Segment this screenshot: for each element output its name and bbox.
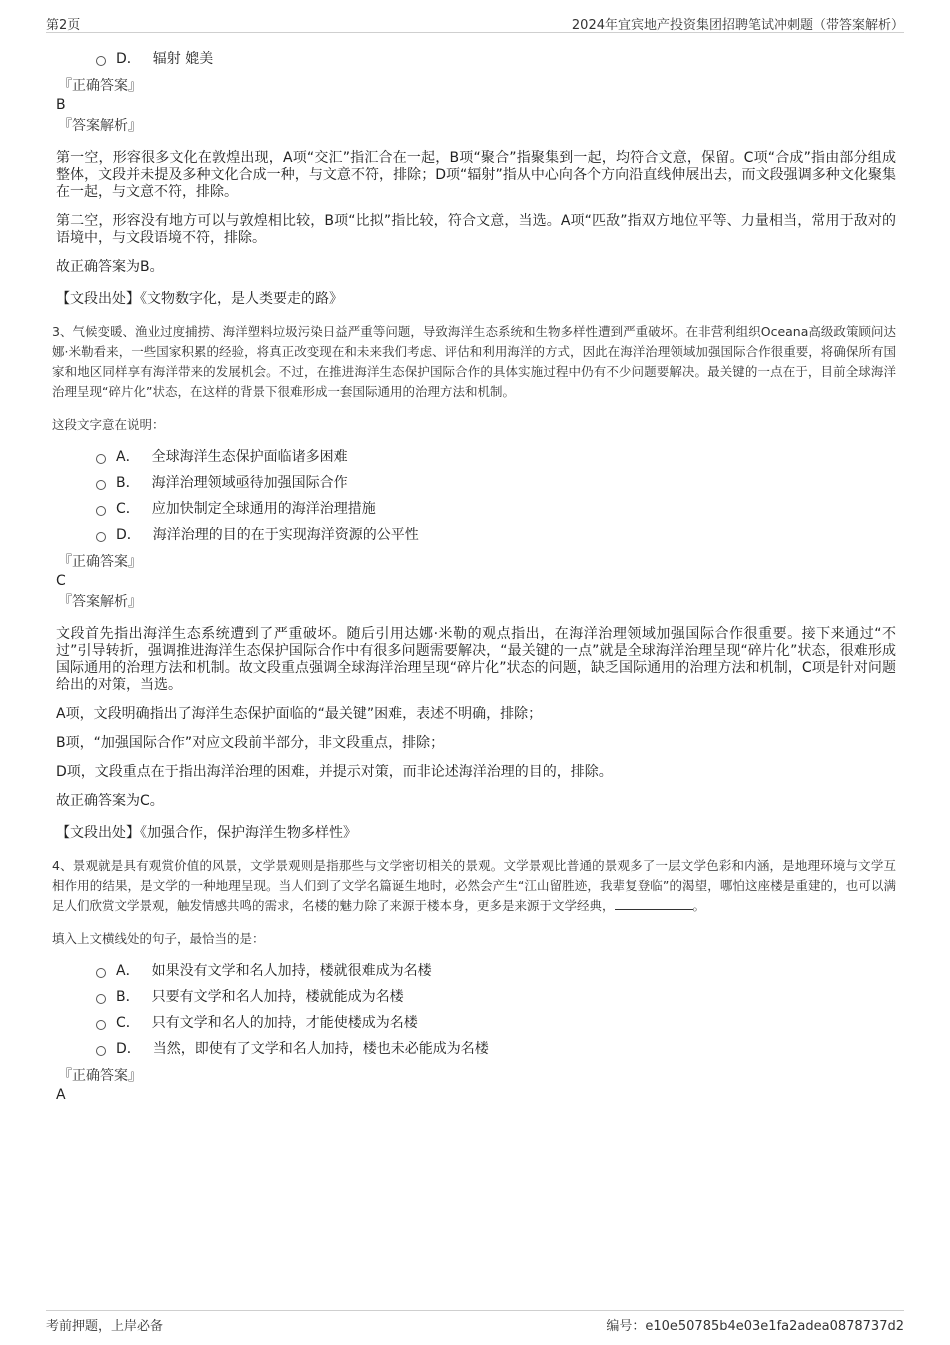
radio-icon[interactable] [96,532,106,542]
page-number: 第2页 [46,18,81,33]
q2-option-d[interactable] [56,46,896,72]
q3-answer: C [56,573,66,589]
q4-question [52,856,896,916]
q3-source: 【文段出处】《加强合作，保护海洋生物多样性》 [56,825,357,841]
footer-slogan: 考前押题，上岸必备 [46,1319,164,1334]
page-footer [46,1310,904,1333]
option-key: D． [116,1041,141,1057]
option-key: A． [116,963,140,979]
q2-conclusion: 故正确答案为B。 [56,259,164,275]
option-text: 辐射 媲美 [152,51,214,67]
radio-icon[interactable] [96,1046,106,1056]
q4-question-end: 。 [692,898,706,913]
q3-conclusion: 故正确答案为C。 [56,793,164,809]
document-title: 2024年宜宾地产投资集团招聘笔试冲刺题（带答案解析） [571,18,904,33]
option-text: 如果没有文学和名人加持，楼就很难成为名楼 [151,963,432,979]
option-key: B． [116,475,140,491]
option-text: 只有文学和名人的加持，才能使楼成为名楼 [151,1015,418,1031]
radio-icon[interactable] [96,454,106,464]
option-key: C． [116,1015,140,1031]
option-text: 只要有文学和名人加持，楼就能成为名楼 [151,989,404,1005]
q4-question-text: 4、景观就是具有观赏价值的风景，文学景观则是指那些与文学密切相关的景观。文学景观比普通的景观多了一层文学色彩和内涵，是地理环境与文学互相作用的结果，是文学的一种地理呈现。当人们到了文学名篇诞生地时，必然会产生“江山留胜迹，我辈复登临”的渴望，哪怕这座楼是重建的，也可以满足人们欣赏文学景观，触发情感共鸣的需求，名楼的魅力除了来源于楼本身，更多是来源于文学经典， [52,858,896,913]
option-text: 应加快制定全球通用的海洋治理措施 [151,501,376,517]
option-key: B． [116,989,140,1005]
radio-icon[interactable] [96,56,106,66]
q3-analysis-paragraph: D项，文段重点在于指出海洋治理的困难，并提示对策，而非论述海洋治理的目的，排除。 [56,764,613,780]
radio-icon[interactable] [96,1020,106,1030]
q3-prompt: 这段文字意在说明： [52,417,165,432]
q3-answer-label: 『正确答案』 [58,554,142,570]
document-id: 编号：e10e50785b4e03e1fa2adea0878737d2 [606,1319,904,1334]
q3-option-c[interactable] [56,496,896,522]
option-key: A． [116,449,140,465]
radio-icon[interactable] [96,968,106,978]
option-text: 当然，即使有了文学和名人加持，楼也未必能成为名楼 [152,1041,489,1057]
q3-question-text: 3、气候变暖、渔业过度捕捞、海洋塑料垃圾污染日益严重等问题，导致海洋生态系统和生物多样性遭到严重破坏。在非营利组织Oceana高级政策顾问达娜·米勒看来，一些国家积累的经验，将真正改变现在和未来我们考虑、评估和利用海洋的方式，因此在海洋治理领域加强国际合作很重要，将确保所有国家和地区同样享有海洋带来的发展机会。不过，在推进海洋生态保护国际合作的具体实施过程中仍有不少问题要解决。最关键的一点在于，目前全球海洋治理呈现“碎片化”状态，在这样的背景下很难形成一套国际通用的治理方法和机制。 [52,324,896,399]
q4-option-d[interactable] [56,1036,896,1062]
q4-answer: A [56,1087,66,1103]
radio-icon[interactable] [96,480,106,490]
q3-analysis-label: 『答案解析』 [58,594,142,610]
option-key: D． [116,527,141,543]
q3-analysis-paragraph: A项，文段明确指出了海洋生态保护面临的“最关键”困难，表述不明确，排除； [56,706,543,722]
q2-analysis-paragraph: 第二空，形容没有地方可以与敦煌相比较，B项“比拟”指比较，符合文意，当选。A项“匹敌”指双方地位平等、力量相当，常用于敌对的语境中，与文段语境不符，排除。 [56,213,896,246]
option-text: 全球海洋生态保护面临诸多困难 [151,449,348,465]
q3-options [56,444,896,548]
q3-option-b[interactable] [56,470,896,496]
q4-option-a[interactable] [56,958,896,984]
q3-option-d[interactable] [56,522,896,548]
q3-option-a[interactable] [56,444,896,470]
q2-source: 【文段出处】《文物数字化，是人类要走的路》 [56,291,343,307]
fill-blank-line [615,897,693,910]
option-key: C． [116,501,140,517]
page-content [52,46,896,1106]
q4-answer-label: 『正确答案』 [58,1068,142,1084]
option-text: 海洋治理的目的在于实现海洋资源的公平性 [152,527,419,543]
q4-option-c[interactable] [56,1010,896,1036]
radio-icon[interactable] [96,994,106,1004]
q4-prompt: 填入上文横线处的句子，最恰当的是： [52,931,265,946]
option-key: D． [116,51,141,67]
q4-option-b[interactable] [56,984,896,1010]
q3-analysis-paragraph: 文段首先指出海洋生态系统遭到了严重破坏。随后引用达娜·米勒的观点指出，在海洋治理领域加强国际合作很重要。接下来通过“不过”引导转折，强调推进海洋生态保护国际合作中有很多问题需要解决，“最关键的一点”就是全球海洋治理呈现“碎片化”状态，很难形成国际通用的治理方法和机制。故文段重点强调全球海洋治理呈现“碎片化”状态的问题，缺乏国际通用的治理方法和机制，C项是针对问题给出的对策，当选。 [56,626,896,693]
q2-analysis-label: 『答案解析』 [58,118,142,134]
radio-icon[interactable] [96,506,106,516]
q2-analysis-paragraph: 第一空，形容很多文化在敦煌出现，A项“交汇”指汇合在一起，B项“聚合”指聚集到一起，均符合文意，保留。C项“合成”指由部分组成整体，文段并未提及多种文化合成一种，与文意不符，排除；D项“辐射”指从中心向各个方向沿直线伸展出去，而文段强调多种文化聚集在一起，与文意不符，排除。 [56,150,896,200]
q4-options [56,958,896,1062]
q2-answer: B [56,97,66,113]
q3-analysis-paragraph: B项，“加强国际合作”对应文段前半部分，非文段重点，排除； [56,735,445,751]
page-header [46,14,904,33]
option-text: 海洋治理领域亟待加强国际合作 [151,475,348,491]
q2-answer-label: 『正确答案』 [58,78,142,94]
